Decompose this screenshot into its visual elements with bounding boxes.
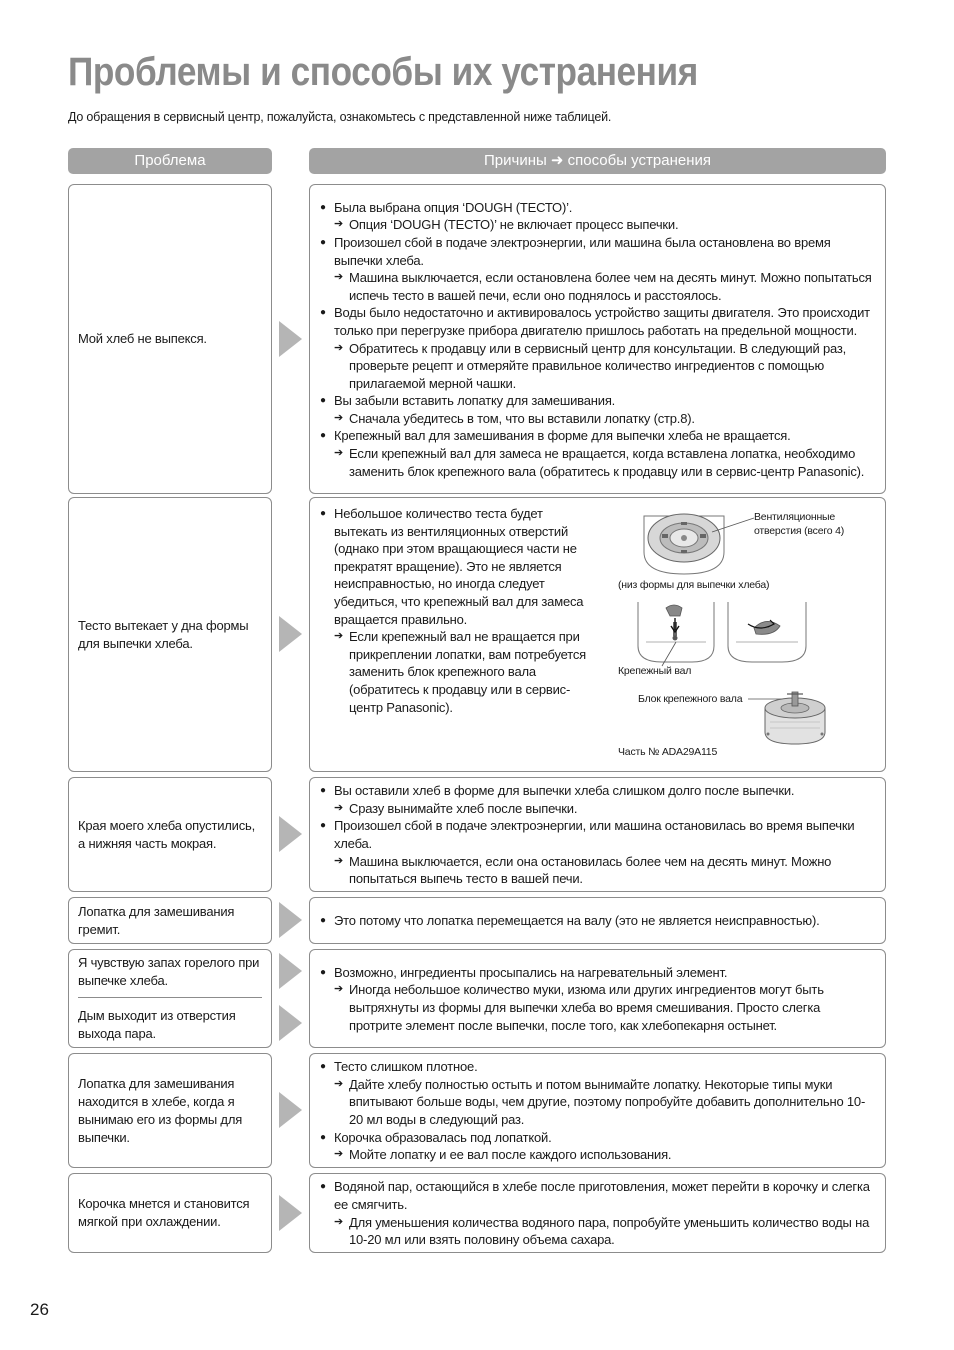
remedy-text: ➔ Машина выключается, если она остановилась более чем на десять минут. Можно попытаться выпечь тесто в вашей печи.	[334, 853, 875, 888]
remedy-text: ➔ Для уменьшения количества водяного пара, попробуйте уменьшить количество воды на 10-20 мл или взять половину объема сахара.	[334, 1214, 875, 1249]
row-arrow-icon	[279, 1195, 302, 1231]
remedy-text: ➔ Дайте хлебу полностью остыть и потом вынимайте лопатку. Некоторые типы муки впитывают больше воды, чем другие, поэтому попробуйте добавить дополнительно 10-20 мл воды в следующий раз.	[334, 1076, 875, 1129]
cause-list	[320, 199, 875, 481]
cause-text: Небольшое количество теста будет вытекать из вентиляционных отверстий (однако при этом вращающиеся части не прекратят вращение). Это не является неисправностью, но иногда следует убедиться, что крепежный вал для замеса вращается правильно.	[334, 506, 584, 627]
block-label: Блок крепежного вала	[638, 693, 743, 705]
cause-item	[320, 1129, 875, 1164]
cause-text: Произошел сбой в подаче электроэнергии, или машина была остановлена во время выпечки хлеба.	[334, 234, 831, 268]
remedy-text: ➔ Если крепежный вал для замеса не вращается, когда вставлена лопатка, необходимо заменить блок крепежного вала (обратитесь к продавцу или в сервис-центр Panasonic).	[334, 445, 875, 480]
cause-text: Произошел сбой в подаче электроэнергии, или машина остановилась во время выпечки хлеба.	[334, 818, 855, 851]
page-number: 26	[30, 1300, 49, 1319]
problem-cell	[68, 897, 272, 944]
problem-text: Корочка мнется и становится мягкой при охлаждении.	[78, 1196, 250, 1229]
problem-cell	[68, 777, 272, 892]
problem-cell	[68, 184, 272, 494]
cause-text: Воды было недостаточно и активировалось устройство защиты двигателя. Это происходит только при перегрузке прибора двигателю пришлось работать на предельной мощности.	[334, 305, 870, 338]
cause-list	[320, 1178, 875, 1248]
page-title: Проблемы и способы их устранения	[68, 50, 698, 94]
problem-text: Дым выходит из отверстия выхода пара.	[78, 1008, 236, 1041]
row-arrow-icon	[279, 902, 302, 938]
cause-text: Корочка образовалась под лопаткой.	[334, 1129, 552, 1145]
cause-list	[320, 912, 875, 930]
causes-cell	[309, 897, 886, 944]
cause-list	[320, 782, 875, 888]
cause-item	[320, 817, 875, 887]
problem-text: Я чувствую запах горелого при выпечке хлеба.	[78, 955, 260, 988]
causes-cell	[309, 1173, 886, 1253]
cause-item	[320, 1058, 875, 1128]
causes-cell	[309, 777, 886, 892]
problem-cell	[68, 1173, 272, 1253]
problem-cell	[68, 1053, 272, 1168]
remedy-text: ➔ Машина выключается, если остановлена более чем на десять минут. Можно попытаться испечь тесто в вашей печи, если оно поднялось и расстоялось.	[334, 269, 875, 304]
shaft-leader-line	[658, 640, 682, 668]
cause-list	[320, 964, 875, 1034]
cause-list	[320, 1058, 875, 1164]
cause-text: Водяной пар, остающийся в хлебе после приготовления, может перейти в корочку и слегка ее смягчить.	[334, 1179, 870, 1212]
remedy-text: ➔ Иногда небольшое количество муки, изюма или других ингредиентов могут быть вытряхнуты из формы для выпечки хлеба во время смешивания. Просто слегка протрите элемент после выпечки, после того, как хлебопекарня остынет.	[334, 981, 875, 1034]
shaft-block-illustration	[760, 686, 830, 748]
causes-cell	[309, 497, 886, 772]
row-arrow-icon	[279, 953, 302, 989]
cause-item	[320, 912, 875, 930]
problem-text: Мой хлеб не выпекся.	[78, 331, 207, 346]
problem-text: Края моего хлеба опустились, а нижняя часть мокрая.	[78, 817, 256, 851]
remedy-text: ➔ Сразу вынимайте хлеб после выпечки.	[334, 800, 875, 818]
cause-text: Вы оставили хлеб в форме для выпечки хлеба слишком долго после выпечки.	[334, 783, 795, 799]
causes-cell	[309, 949, 886, 1048]
problem-divider	[78, 997, 262, 998]
column-header-problem: Проблема	[68, 148, 272, 174]
vent-leader-line	[710, 516, 756, 536]
cause-item	[320, 427, 875, 480]
cause-item	[320, 505, 598, 716]
row-arrow-icon	[279, 1092, 302, 1128]
pan-bottom-label: (низ формы для выпечки хлеба)	[618, 579, 770, 591]
remedy-text: ➔ Если крепежный вал не вращается при прикреплении лопатки, вам потребуется заменить блок крепежного вала (обратитесь к продавцу или в сервис-центр Panasonic).	[334, 628, 598, 716]
remedy-text: ➔ Опция ‘DOUGH (ТЕСТО)’ не включает процесс выпечки.	[334, 216, 875, 234]
cause-text: Тесто слишком плотное.	[334, 1059, 478, 1075]
cause-item	[320, 304, 875, 392]
cause-item	[320, 964, 875, 1034]
problem-text: Лопатка для замешивания находится в хлебе, когда я вынимаю его из формы для выпечки.	[78, 1075, 243, 1145]
problem-cell	[68, 949, 272, 1048]
intro-text: До обращения в сервисный центр, пожалуйста, ознакомьтесь с представленной ниже таблицей.	[68, 110, 612, 124]
remedy-text: ➔ Сначала убедитесь в том, что вы вставили лопатку (стр.8).	[334, 410, 875, 428]
cause-text: Возможно, ингредиенты просыпались на нагревательный элемент.	[334, 964, 728, 980]
causes-cell	[309, 184, 886, 494]
row-arrow-icon	[279, 1005, 302, 1041]
problem-text: Лопатка для замешивания гремит.	[78, 903, 235, 937]
cause-list	[320, 505, 598, 716]
cause-text: Это потому что лопатка перемещается на валу (это не является неисправностью).	[334, 913, 820, 929]
column-header-causes: Причины ➜ способы устранения	[309, 148, 886, 174]
remedy-text: ➔ Обратитесь к продавцу или в сервисный центр для консультации. В следующий раз, проверьте рецепт и отмеряйте правильное количество ингредиентов с помощью прилагаемой мерной чашки.	[334, 340, 875, 393]
row-arrow-icon	[279, 616, 302, 652]
cause-item	[320, 234, 875, 304]
cause-text: Была выбрана опция ‘DOUGH (ТЕСТО)’.	[334, 199, 573, 215]
remedy-text: ➔ Мойте лопатку и ее вал после каждого использования.	[334, 1146, 875, 1164]
row-arrow-icon	[279, 816, 302, 852]
cause-item	[320, 782, 875, 817]
causes-cell	[309, 1053, 886, 1168]
part-number-label: Часть № ADA29A115	[618, 746, 718, 758]
cause-item	[320, 1178, 875, 1248]
vent-label: Вентиляционные отверстия (всего 4)	[754, 511, 845, 537]
cause-text: Вы забыли вставить лопатку для замешивания.	[334, 393, 616, 409]
cause-item	[320, 392, 875, 427]
row-arrow-icon	[279, 321, 302, 357]
cause-text: Крепежный вал для замешивания в форме для выпечки хлеба не вращается.	[334, 428, 791, 444]
problem-cell	[68, 497, 272, 772]
shaft-label: Крепежный вал	[618, 665, 692, 677]
problem-text: Тесто вытекает у дна формы для выпечки хлеба.	[78, 617, 249, 651]
cause-item	[320, 199, 875, 234]
